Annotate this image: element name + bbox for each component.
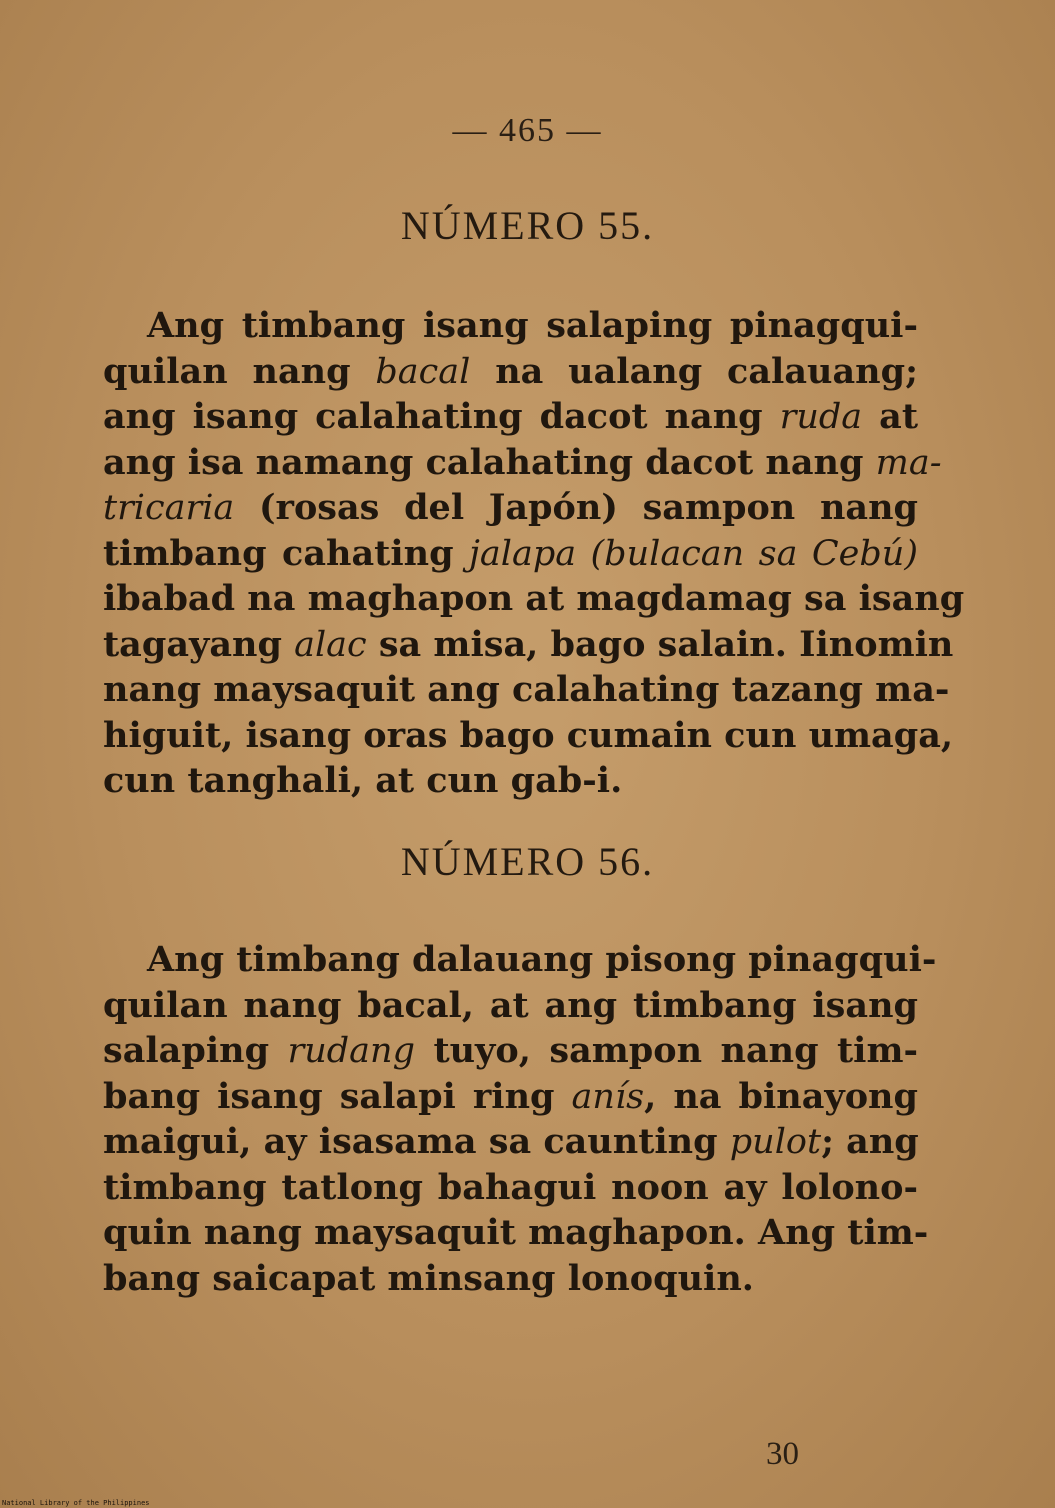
text-line: ang isang calahating dacot nang ruda at — [103, 396, 918, 437]
section-heading-55: NÚMERO 55. — [400, 203, 655, 248]
text-line: ibabad na maghapon at magdamag sa isang — [103, 578, 965, 619]
text-line: bang isang salapi ring anís, na binayong — [103, 1075, 918, 1117]
text-line: salaping rudang tuyo, sampon nang tim- — [103, 1030, 919, 1071]
text-line: higuit, isang oras bago cumain cun umaga, — [103, 714, 954, 756]
text-line: timbang tatlong bahagui noon ay lolono- — [103, 1166, 918, 1208]
text-line: ang isa namang calahating dacot nang ma- — [103, 441, 942, 483]
text-line: bang saicapat minsang lonoquin. — [103, 1257, 754, 1299]
text-line: Ang timbang dalauang pisong pinagqui- — [147, 939, 937, 980]
italic-term: ma- — [875, 442, 942, 483]
text-line: tricaria (rosas del Japón) sampon nang — [103, 487, 918, 528]
text-line: quilan nang bacal, at ang timbang isang — [103, 984, 918, 1026]
text-line: tagayang alac sa misa, bago salain. Iinomin — [103, 623, 954, 665]
recipe-paragraph-55 — [103, 303, 965, 804]
italic-term: pulot — [729, 1122, 822, 1162]
text-line: cun tanghali, at cun gab-i. — [103, 760, 623, 801]
text-line: timbang cahating jalapa (bulacan sa Cebú) — [103, 532, 918, 574]
italic-term: tricaria — [103, 488, 235, 528]
page-number: — 465 — — [452, 112, 603, 149]
italic-term: bacal — [375, 351, 471, 392]
footer-credit: National Library of the Philippines — [2, 1499, 150, 1507]
italic-term: rudang — [287, 1031, 415, 1071]
italic-term: ruda — [779, 397, 863, 437]
text-line: quin nang maysaquit maghapon. Ang tim- — [103, 1212, 929, 1253]
italic-term: anís — [571, 1076, 645, 1117]
text-line: nang maysaquit ang calahating tazang ma- — [103, 669, 950, 710]
italic-term: jalapa (bulacan sa Cebú) — [469, 533, 918, 574]
text-line: quilan nang bacal na ualang calauang; — [103, 350, 918, 392]
text-line: Ang timbang isang salaping pinagqui- — [147, 305, 918, 346]
italic-term: alac — [294, 624, 367, 665]
text-line: maigui, ay isasama sa caunting pulot; ang — [103, 1121, 919, 1162]
section-heading-56: NÚMERO 56. — [400, 839, 655, 884]
recipe-paragraph-56 — [103, 937, 937, 1301]
folio-number: 30 — [766, 1436, 799, 1472]
